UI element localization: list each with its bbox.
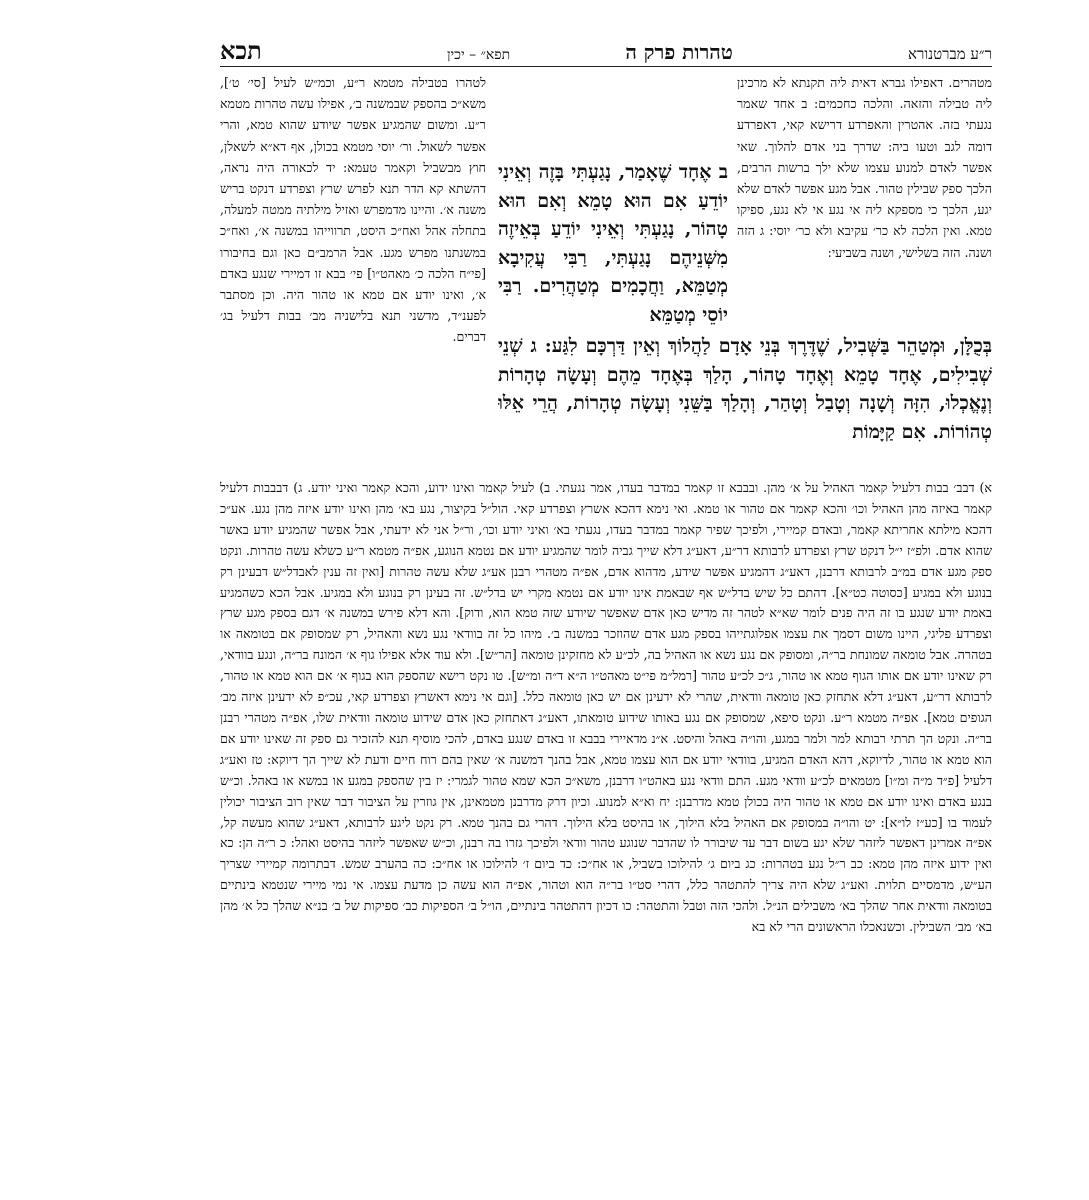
tiferet-yisrael-commentary	[220, 478, 992, 1178]
bartenura-text: מטהרים. דאפילו גברא דאית ליה תקנתא לא מרכינן ליה טבילה והזאה. והלכה כחכמים: ב אחד שאמר נגעתי בזה. אהטרין והאפרדע דרישא קאי, דאפרדע דומה לגב וטעו ביה: שדרך בני אדם להלוך. שאי אפשר לאדם למנוע עצמו שלא ילך ברשות הרבים, הלכך ספק שבילין טהור. אבל מגע אפשר לאדם שלא יגע, הלכך כי מספקא ליה אי נגע אי לא נגע, ספיקו טמא. ואין הלכה לא כר׳ עקיבא ולא כר׳ יוסי: ג הזה ושנה. הזה בשלישי, ושנה בשביעי:	[737, 75, 992, 260]
folio-number: תכא	[220, 36, 262, 65]
mishna-upper-block	[498, 158, 728, 330]
mishna-lower-text: בְּכֻלָּן, וּמְטַהֵר בַּשְּׁבִיל, שֶׁדֶּרֶךְ בְּנֵי אָדָם לַהֲלוֹךְ וְאֵין דַּרְכָּם לִגַּע: ג שְׁנֵי שְׁבִילִים, אֶחָד טָמֵא וְאֶחָד טָהוֹר, הָלַךְ בְּאֶחָד מֵהֶם וְעָשָׂה טְהָרוֹת וְנֶאֱכְלוּ, הִזָּה וְשָׁנָה וְטָבַל וְטָהַר, וְהָלַךְ בַּשֵּׁנִי וְעָשָׂה טְהָרוֹת, הֲרֵי אֵלּוּ טְהוֹרוֹת. אִם קַיָּמוֹת	[498, 335, 992, 443]
commentary-left-column	[220, 72, 486, 472]
tractate-chapter-title: טהרות פרק ה	[625, 40, 733, 64]
commentary-title: ר״ע מברטנורא	[908, 45, 992, 63]
mishna-upper-text: ב אֶחָד שֶׁאָמַר, נָגַעְתִּי בָּזֶה וְאֵינִי יוֹדֵעַ אִם הוּא טָמֵא וְאִם הוּא טָהוֹר, נָגַעְתִּי וְאֵינִי יוֹדֵעַ בְּאֵיזֶה מִשְּׁנֵיהֶם נָגַעְתִּי, רַבִּי עֲקִיבָא מְטַמֵּא, וַחֲכָמִים מְטַהֲרִים. רַבִּי יוֹסֵי מְטַמֵּא	[498, 161, 728, 326]
page-header	[220, 36, 992, 67]
bartenura-right-column	[737, 72, 992, 330]
mishna-lower-block	[498, 332, 992, 472]
commentary-left-text: לטהרו בטבילה מטמא ר״ע, וכמ״ש לעיל [סי׳ ט׳], משא״כ בהספק שבמשנה ב׳, אפילו עשה טהרות מטמא ר״ע. ומשום שהמגיע אפשר שיודע שהוא טמא, והרי אפשר לשאול. ור׳ יוסי מטמא בכולן, אף דא״א לשאלן, חוץ מבשביל וקאמר טעמא: יד לכאורה היה נראה, דהשתא קא הדר תנא לפרש שרץ וצפרדע דנקט בריש משנה א׳. והיינו מדמפרש ואזיל מילתיה ממטה למעלה, בתחלה אהל ואח״כ היסט, תרווייהו במשנה א׳, ואח״כ במשנתנו מפרש מגע. אבל הרמב״ם כאן וגם בחיבורו [פי״ח הלכה כ׳ מאהט״ו] פי׳ בבא זו דמיירי שנגע באדם א׳, ואינו יודע אם טמא או טהור היה. וכן מסתבר לפענ״ד, מדשני תנא בלישניה מב׳ בבות דלעיל בג׳ דברים.	[220, 75, 486, 345]
commentary-range: תפא״ – יכין	[446, 47, 511, 63]
tiferet-text: א) דבב׳ בבות דלעיל קאמר האהיל על א׳ מהן. ובבבא זו קאמר במדבר בעדו, אמר נגעתי. ב) לעיל קאמר ואינו ידוע, והכא קאמר ואיני יודע. ג) דבבבות דלעיל קאמר באיזה מהן האהיל וכו׳ והכא קאמר אם טהור או טמא. ואי נימא דהכא אשרץ וצפרדע קאי. הול״ל בקיצור, נגע בא׳ מהן ואינו יודע איזה מהן נגע. אע״כ דהכא מילתא אחריתא קאמר, ובאדם קמיירי, ולפיכך שפיר קאמר במדבר בעדו, נגעתי בא׳ ואיני יודע וכו׳, ור״ל אני לא ידעתי, אבל אפשר שהמגיע יודע באשר שהוא אדם. ולפ״ז י״ל דנקט שרץ וצפרדע לרבותא דר״ע, דאע״ג דלא שייך גביה לומר שהמגיע יודע אם נטמא הנוגע, אפ״ה מטמא ר״ע כשלא עשה טהרות. ונקט ספק מגע אדם במ״ב לרבותא דרבנן, דאע״ג דהמגיע אפשר שידע, מדהוא אדם, אפ״ה מטהרי רבנן אע״ג שלא עשה טהרות [ואין זה ענין לאבדל״ש דבעינן רק בנוגע ולא במגיע [כסוטה כט״א]. דהתם כל שיש בדל״ש אף שבאמת אינו יודע אם נטמא מקרי יש בדל״ש. זה בעינן רק בנוגע ולא במגיע. אבל הכא כשהמגיע באמת יודע שנגע בו זה היה פנים לומר שא״א לטהר זה מדיש כאן אדם שאפשר שיודע שזה טמא הוא, ודוק]. והא דלא פירש במשנה א׳ דגם בספק מגע שרץ וצפרדע פליגי, היינו משום דסמך את עצמו אפלוגתייהו בספק מגע אדם שהוזכר במשנה ב׳. מיהו כל זה בוודאי נגע נשא והאהיל, רק שמסופק אם בטומאה או בטהרה. אבל טומאה שמונחת בר״ה, ומסופק אם נגע נשא או האהיל בה, לכ״ע לא מחזקינן טומאה [הר״ש]. ולא עוד אלא אפילו גוף א׳ המונח בר״ה, ונגע בוודאי, רק שאינו יודע אם אותו הגוף טמא או טהור, ג״כ לכ״ע טהור [רמל״מ פי״ט מאהט״ו ה״א ד״ה ומ״ש]. טו נקט רישא שהספק הוא בגוף א׳ אם הוא טמא או טהור, לרבותא דר״ע, דאע״ג דלא אתחזק כאן טומאה וודאית, שהרי לא ידעינן אם יש כאן טומאה כלל. [וגם אי נימא דאשרץ וצפרדע קאי, עכ״פ לא ידעינן איזה מב׳ הגופים טמא]. אפ״ה מטמא ר״ע. ונקט סיפא, שמסופק אם נגע באותו שידוע טומאתו, דאע״ג דאתחזק כאן אדם שידוע טומאה וודאית שלו, אפ״ה מטהרי רבנן בר״ה. ונקט הך תרתי רבותא למר ולמר במגע, והו״ה באהל והיסט. א״נ מדאיירי בבבא זו באדם שנגע באדם, להכי מוסיף תנא להזכיר גם ספק זה שאינו יודע אם הוא טמא או טהור, לדיוקא, דהא האדם המגיע, בוודאי יודע אם הוא עצמו טמא, אבל בהנך דמשנה א׳ שאין בהם רוח חיים ודעת לא שייך הך דיוקא: טז ואע״ג דלעיל [פ״ד מ״ה ומ״ו] מטמאים לכ״ע וודאי מגע. התם וודאי נגע באהט״ו דרבנן, משא״כ הכא שמא טהור לגמרי: יז בין שהספק במגע או במשא או באהל. וכ״ש בנגע באדם ואינו יודע אם טמא או טהור היה בכולן טמא מדרבנן: יח וא״א למנוע. וכיון דרק מדרבנן מטמאינן, אין גוזרין על הציבור דבר שאין רוב הציבור יכולין לעמוד בו [כע״ז לו״א]: יט והו״ה במסופק אם האהיל בלא הילוך, או בהיסט בלא הילוך. דהרי גם בהנך טמא. רק נקט ליגע לרבותא, דאע״ג שהוא מעשה קל, אפ״ה אמרינן דאפשר ליזהר שלא יגע בשום דבר עד שיבורר לו שהדבר שנוגע טהור וודאי ולפיכך גזרו בה רבנן, וכ״ש שאפשר ליזהר בהיסט ואהל: כ ר״ה הן: כא ואין ידוע איזה מהן טמא: כב ר״ל נגע בטהרות: כג ביום ג׳ להילוכו בשביל, או אח״כ: כד ביום ז׳ להילוכו או אח״כ: כה בהערב שמש. דבתרומה קמיירי שצריך הע״ש, מדמסיים תלוית. ואע״ג שלא היה צריך להתטהר כלל, דהרי סט״ו בר״ה הוא וטהור, אפ״ה הוא עשה כן מדעת עצמו. אי נמי מיירי שנטמא בינתיים בטומאה וודאית אחר שהלך בא׳ משבילים הנ״ל. ולהכי הזה וטבל והתטהר: כו דכיון דהתטהר בינתיים, הו״ל ב׳ הספיקות כב׳ ספיקות של ב׳ בנ״א שהלך כל א׳ מהן בא׳ מב׳ השבילין. וכשנאכלו הראשונים הרי לא בא	[220, 480, 992, 935]
